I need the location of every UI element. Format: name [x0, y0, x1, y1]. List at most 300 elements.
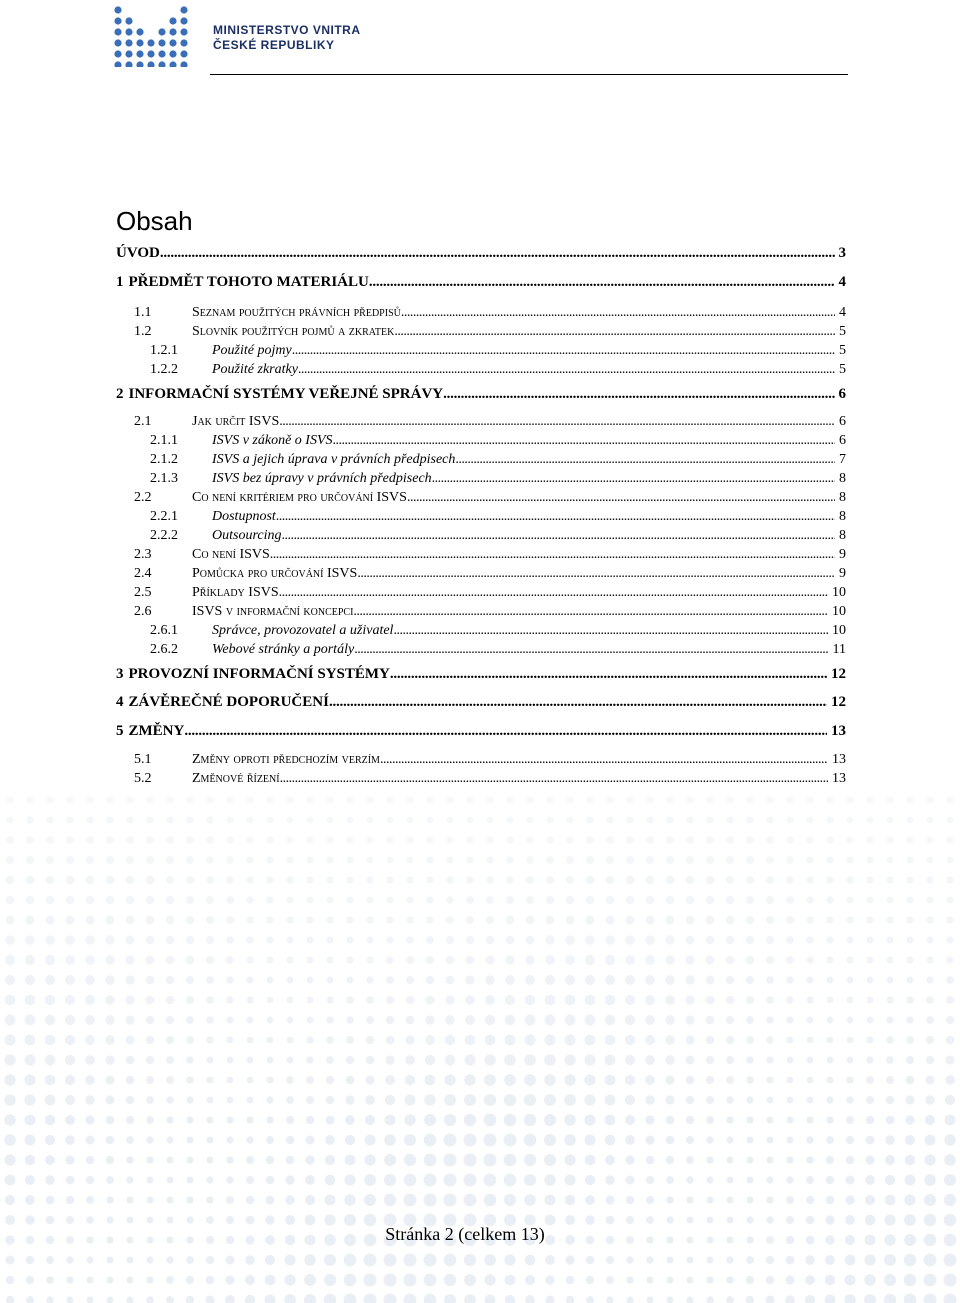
toc-dot-leader	[353, 603, 828, 621]
toc-entry[interactable]	[116, 273, 846, 291]
toc-entry-number: 4	[116, 694, 124, 710]
background-dot	[65, 1055, 75, 1065]
background-dot	[666, 856, 674, 864]
background-dot	[584, 1034, 595, 1045]
background-dot	[66, 836, 74, 844]
background-dot	[726, 1296, 734, 1303]
background-dot	[665, 1095, 674, 1104]
background-dot	[444, 1174, 457, 1187]
background-dot	[126, 1296, 133, 1303]
background-dot	[85, 1015, 95, 1025]
background-dot	[486, 956, 495, 965]
background-dot	[346, 976, 353, 983]
background-dot	[565, 915, 574, 924]
background-dot	[706, 1096, 714, 1104]
background-dot	[625, 955, 635, 965]
background-dot	[524, 1194, 536, 1206]
background-dot	[946, 1016, 954, 1024]
toc-entry[interactable]	[150, 470, 846, 488]
background-dot	[464, 1274, 476, 1286]
background-dot	[366, 896, 373, 903]
background-dot	[424, 1194, 437, 1207]
background-dot	[386, 976, 394, 984]
background-dot	[826, 836, 833, 843]
background-dot	[265, 1255, 275, 1265]
background-dot	[766, 1036, 773, 1043]
background-dot	[166, 1016, 174, 1024]
background-dot	[364, 1194, 376, 1206]
toc-dot-leader	[380, 751, 828, 769]
background-dot	[426, 856, 433, 863]
toc-entry[interactable]	[134, 603, 846, 621]
background-dot	[526, 856, 534, 864]
toc-entry-label: Outsourcing	[212, 528, 282, 543]
toc-entry[interactable]	[134, 584, 846, 602]
background-dot	[925, 1135, 936, 1146]
background-dot	[126, 1196, 133, 1203]
background-dot	[46, 1276, 54, 1284]
background-dot	[345, 1115, 355, 1125]
background-dot	[586, 1276, 594, 1284]
background-dot	[246, 1176, 254, 1184]
background-dot	[66, 876, 75, 885]
background-dot	[706, 836, 714, 844]
background-dot	[45, 935, 55, 945]
background-dot	[706, 1036, 715, 1045]
background-dot	[25, 1195, 35, 1205]
background-dot	[506, 876, 514, 884]
background-dot	[306, 996, 313, 1003]
background-dot	[226, 896, 234, 904]
background-dot	[646, 896, 655, 905]
background-dot	[786, 1036, 793, 1043]
toc-entry-label: Správce, provozovatel a uživatel	[212, 623, 394, 638]
background-dot	[186, 1176, 193, 1183]
background-dot	[146, 1196, 153, 1203]
background-dot	[126, 1136, 134, 1144]
background-dot	[625, 1155, 634, 1164]
background-dot	[926, 976, 933, 983]
logo-dot	[114, 39, 121, 46]
background-dot	[906, 1036, 914, 1044]
background-dot	[446, 976, 455, 985]
background-dot	[364, 1294, 377, 1303]
background-dot	[886, 816, 893, 823]
background-dot	[706, 1256, 713, 1263]
background-dot	[726, 796, 733, 803]
background-dot	[126, 1096, 134, 1104]
toc-entry[interactable]	[134, 489, 846, 507]
background-dot	[206, 1096, 213, 1103]
background-dot	[206, 876, 214, 884]
background-dot	[45, 1075, 56, 1086]
background-dot	[186, 1076, 193, 1083]
background-dot	[524, 1114, 536, 1126]
background-dot	[686, 816, 694, 824]
background-dot	[166, 916, 174, 924]
background-dot	[605, 1135, 615, 1145]
background-dot	[766, 836, 774, 844]
background-dot	[186, 856, 194, 864]
background-dot	[126, 836, 134, 844]
toc-entry[interactable]	[150, 361, 846, 379]
background-dot	[65, 1155, 74, 1164]
background-dot	[786, 996, 793, 1003]
background-dot	[246, 1036, 253, 1043]
logo-dot	[180, 17, 187, 24]
background-dot	[105, 1055, 114, 1064]
background-dot	[406, 956, 414, 964]
background-dot	[426, 936, 434, 944]
toc-entry-page: 7	[839, 452, 846, 467]
background-dot	[444, 1134, 457, 1147]
background-dot	[586, 896, 595, 905]
background-dot	[847, 997, 854, 1004]
background-dot	[806, 876, 814, 884]
background-dot	[565, 1255, 574, 1264]
background-dot	[944, 1254, 957, 1267]
toc-entry[interactable]	[150, 451, 846, 469]
toc-dot-leader	[333, 432, 835, 450]
background-dot	[545, 955, 555, 965]
background-dot	[726, 956, 735, 965]
background-dot	[146, 896, 155, 905]
toc-entry-number: 2.4	[134, 566, 152, 581]
background-dot	[706, 1276, 713, 1283]
background-dot	[344, 1254, 356, 1266]
background-dot	[387, 837, 394, 844]
background-dot	[386, 996, 394, 1004]
background-dot	[206, 1036, 213, 1043]
toc-entry[interactable]	[134, 751, 846, 769]
background-dot	[505, 955, 514, 964]
toc-entry[interactable]	[150, 641, 846, 659]
toc-entry-page: 5	[839, 324, 846, 339]
logo-dot	[114, 6, 121, 13]
background-dot	[225, 1295, 235, 1303]
background-dot	[625, 1055, 635, 1065]
toc-entry-page: 12	[831, 666, 846, 682]
background-dot	[947, 857, 954, 864]
toc-entry[interactable]	[150, 432, 846, 450]
background-dot	[306, 1056, 313, 1063]
background-dot	[826, 816, 833, 823]
background-dot	[146, 1096, 154, 1104]
background-dot	[504, 1034, 515, 1045]
toc-entry[interactable]	[134, 413, 846, 431]
toc-entry[interactable]	[134, 304, 846, 322]
background-dot	[886, 896, 893, 903]
background-dot	[806, 916, 814, 924]
background-dot	[246, 916, 254, 924]
logo-dot	[169, 17, 176, 24]
toc-entry-label: ZÁVĚREČNÉ DOPORUČENÍ	[128, 694, 329, 710]
background-dot	[805, 1255, 814, 1264]
toc-entry[interactable]	[116, 385, 846, 403]
toc-entry[interactable]	[134, 565, 846, 583]
background-dot	[186, 816, 193, 823]
background-dot	[806, 836, 813, 843]
background-dot	[904, 1274, 917, 1287]
background-dot	[585, 955, 595, 965]
background-dot	[646, 796, 653, 803]
background-dot	[846, 916, 853, 923]
background-dot	[347, 917, 354, 924]
background-dot	[427, 797, 434, 804]
background-dot	[446, 876, 453, 883]
toc-entry[interactable]	[134, 770, 846, 788]
background-dot	[4, 1074, 16, 1086]
toc-entry[interactable]	[116, 693, 846, 711]
background-dot	[665, 935, 674, 944]
background-dot	[924, 1254, 937, 1267]
background-dot	[106, 796, 113, 803]
background-dot	[5, 1195, 15, 1205]
background-dot	[504, 1174, 516, 1186]
background-dot	[666, 1296, 673, 1303]
background-dot	[444, 1074, 455, 1085]
background-dot	[6, 796, 13, 803]
background-dot	[206, 816, 213, 823]
background-dot	[826, 1076, 833, 1083]
background-dot	[426, 956, 434, 964]
background-dot	[186, 1036, 194, 1044]
background-dot	[166, 1276, 174, 1284]
background-dot	[666, 836, 674, 844]
background-dot	[444, 1154, 457, 1167]
background-dot	[365, 1075, 374, 1084]
background-dot	[226, 856, 234, 864]
background-dot	[665, 1035, 675, 1045]
background-dot	[286, 896, 293, 903]
background-dot	[506, 836, 513, 843]
background-dot	[465, 1035, 476, 1046]
background-dot	[666, 816, 674, 824]
background-dot	[665, 995, 675, 1005]
background-dot	[665, 1015, 675, 1025]
background-dot	[786, 916, 794, 924]
background-dot	[285, 1255, 296, 1266]
background-dot	[166, 936, 175, 945]
background-dot	[367, 877, 374, 884]
toc-entry[interactable]	[116, 665, 846, 683]
toc-entry[interactable]	[150, 527, 846, 545]
background-dot	[146, 916, 155, 925]
background-dot	[206, 896, 214, 904]
background-dot	[447, 797, 454, 804]
background-dot	[525, 1015, 536, 1026]
background-dot	[706, 1156, 713, 1163]
background-dot	[905, 1155, 916, 1166]
background-dot	[844, 1274, 855, 1285]
background-dot	[866, 1096, 874, 1104]
background-dot	[645, 915, 654, 924]
background-dot	[186, 1116, 193, 1123]
background-dot	[786, 896, 794, 904]
background-dot	[426, 996, 435, 1005]
background-dot	[46, 836, 54, 844]
background-dot	[166, 1296, 174, 1303]
background-dot	[466, 956, 475, 965]
background-dot	[484, 1114, 497, 1127]
background-dot	[246, 1096, 253, 1103]
toc-entry[interactable]	[134, 323, 846, 341]
background-dot	[826, 1156, 834, 1164]
background-dot	[405, 1075, 415, 1085]
background-dot	[606, 876, 614, 884]
background-dot	[544, 1134, 556, 1146]
background-dot	[586, 856, 594, 864]
background-dot	[4, 1114, 16, 1126]
background-dot	[45, 1055, 56, 1066]
background-dot	[766, 1256, 774, 1264]
background-dot	[806, 976, 813, 983]
background-dot	[66, 1296, 73, 1303]
background-dot	[846, 936, 853, 943]
background-dot	[585, 1195, 595, 1205]
background-dot	[665, 1055, 674, 1064]
background-dot	[585, 1155, 596, 1166]
background-dot	[525, 995, 535, 1005]
background-dot	[466, 856, 473, 863]
background-dot	[266, 1176, 275, 1185]
background-dot	[747, 1157, 754, 1164]
background-dot	[246, 956, 253, 963]
background-dot	[466, 836, 473, 843]
background-dot	[207, 1117, 214, 1124]
background-dot	[564, 1114, 576, 1126]
background-dot	[286, 976, 293, 983]
background-dot	[326, 1016, 333, 1023]
background-dot	[806, 896, 814, 904]
toc-entry[interactable]	[150, 622, 846, 640]
background-dot	[864, 1294, 876, 1303]
background-dot	[746, 856, 754, 864]
background-dot	[5, 1175, 16, 1186]
background-dot	[226, 1116, 233, 1123]
background-dot	[666, 1176, 674, 1184]
background-dot	[545, 975, 555, 985]
background-dot	[826, 1056, 833, 1063]
background-dot	[767, 1137, 774, 1144]
toc-dot-leader	[357, 565, 835, 583]
background-dot	[166, 956, 175, 965]
background-dot	[826, 1196, 835, 1205]
toc-entry-label: Použité zkratky	[212, 362, 298, 377]
background-dot	[65, 955, 75, 965]
background-dot	[866, 896, 873, 903]
background-dot	[685, 995, 694, 1004]
background-dot	[444, 1114, 456, 1126]
toc-entry[interactable]	[134, 546, 846, 564]
background-dot	[686, 1196, 693, 1203]
background-dot	[944, 1274, 957, 1287]
background-dot	[386, 936, 393, 943]
background-dot	[346, 1056, 354, 1064]
background-dot	[846, 1136, 854, 1144]
background-dot	[486, 856, 493, 863]
background-dot	[866, 1136, 875, 1145]
background-dot	[846, 1156, 855, 1165]
toc-entry-number: 2.1	[134, 414, 152, 429]
background-dot	[907, 897, 914, 904]
background-dot	[504, 1094, 516, 1106]
background-dot	[366, 916, 373, 923]
background-dot	[85, 1075, 95, 1085]
background-dot	[866, 916, 873, 923]
toc-entry-page: 8	[839, 471, 846, 486]
background-dot	[266, 996, 273, 1003]
background-dot	[166, 1076, 174, 1084]
background-dot	[905, 1135, 915, 1145]
background-dot	[726, 1036, 734, 1044]
background-dot	[946, 896, 953, 903]
background-dot	[746, 916, 754, 924]
background-dot	[26, 836, 34, 844]
background-dot	[706, 1076, 714, 1084]
background-dot	[246, 836, 253, 843]
background-dot	[326, 976, 333, 983]
background-dot	[766, 936, 774, 944]
background-dot	[566, 1276, 575, 1285]
background-dot	[345, 1155, 356, 1166]
background-dot	[605, 935, 615, 945]
toc-entry[interactable]	[116, 722, 846, 740]
background-dot	[605, 1015, 616, 1026]
background-dot	[686, 896, 695, 905]
background-dot	[826, 916, 833, 923]
background-dot	[364, 1254, 377, 1267]
background-dot	[365, 1135, 376, 1146]
background-dot	[307, 957, 314, 964]
background-dot	[125, 935, 134, 944]
background-dot	[206, 1156, 213, 1163]
background-dot	[24, 1054, 35, 1065]
background-dot	[226, 956, 234, 964]
background-dot	[746, 996, 754, 1004]
logo-dot	[136, 39, 143, 46]
background-dot	[866, 856, 873, 863]
toc-entry[interactable]	[116, 244, 846, 262]
background-dot	[505, 975, 515, 985]
background-dot	[927, 897, 934, 904]
background-dot	[546, 916, 555, 925]
background-dot	[524, 1094, 536, 1106]
toc-entry-label: INFORMAČNÍ SYSTÉMY VEŘEJNÉ SPRÁVY	[128, 386, 444, 402]
background-dot	[404, 1194, 417, 1207]
background-dot	[385, 1095, 395, 1105]
background-dot	[286, 836, 293, 843]
toc-entry-number: 2.1.1	[150, 433, 178, 448]
background-dot	[324, 1294, 337, 1303]
background-dot	[806, 796, 813, 803]
background-dot	[404, 1134, 416, 1146]
background-dot	[146, 796, 153, 803]
background-dot	[944, 1214, 957, 1227]
background-dot	[186, 1096, 193, 1103]
background-dot	[665, 1075, 674, 1084]
background-dot	[906, 1076, 915, 1085]
toc-entry[interactable]	[150, 342, 846, 360]
toc-entry[interactable]	[150, 508, 846, 526]
background-dot	[485, 1035, 496, 1046]
background-dot	[85, 1035, 95, 1045]
background-dot	[85, 1095, 94, 1104]
background-dot	[686, 1276, 693, 1283]
background-dot	[646, 1196, 654, 1204]
background-dot	[346, 876, 353, 883]
toc-entry-page: 3	[838, 245, 846, 261]
